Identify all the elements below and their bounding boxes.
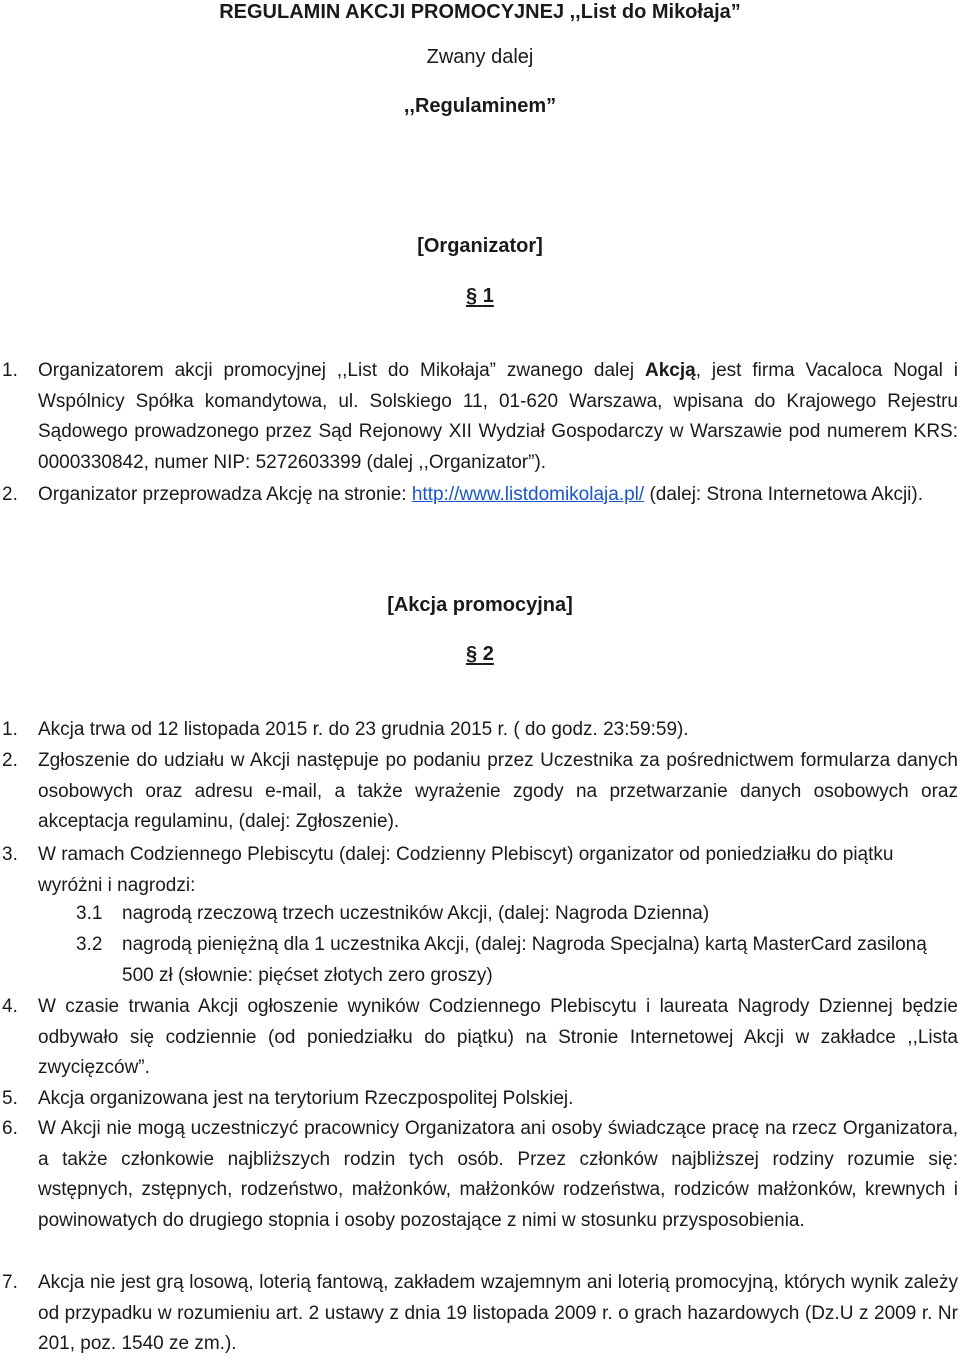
list-item-text: Akcja organizowana jest na terytorium Rzeczpospolitej Polskiej. (38, 1088, 574, 1109)
paragraph-number: 2 (482, 643, 494, 665)
list-item-text: W ramach Codziennego Plebiscytu (dalej: Codzienny Plebiscyt) organizator od poniedziałku do piątku wyróżni i nagrodzi: (38, 844, 894, 896)
sub-list-item-text: nagrodą pieniężną dla 1 uczestnika Akcji, (dalej: Nagroda Specjalna) kartą MasterCard zasiloną 500 zł (słownie: pięćset złotych zero groszy) (122, 934, 927, 986)
list-item-text: Akcja trwa od 12 listopada 2015 r. do 23 grudnia 2015 r. ( do godz. 23:59:59). (38, 719, 689, 740)
list-item-number: 7. (2, 1272, 18, 1293)
paragraph-number: 1 (482, 285, 494, 307)
list-item-text: Organizatorem akcji promocyjnej ,,List do Mikołaja” zwanego dalej Akcją, jest firma Vacaloca Nogal i Wspólnicy Spółka komandytowa, ul. Solskiego 11, 01-620 Warszawa, wpisana do Krajowego Rejestru Sądowego prowadzonego przez Sąd Rejonowy XII Wydział Gospodarczy w Warszawie pod numerem KRS: 0000330842, numer NIP: 5272603399 (dalej ,,Organizator”). (38, 360, 958, 473)
section-number-1 (466, 284, 494, 308)
list-item-number: 1. (2, 360, 18, 381)
list-item-number: 1. (2, 719, 18, 740)
list-item-text: Organizator przeprowadza Akcję na stronie: http://www.listdomikolaja.pl/ (dalej: Strona Internetowa Akcji). (38, 484, 923, 505)
section-number-2 (466, 642, 494, 666)
list-item-number: 3. (2, 844, 18, 865)
list-item-text: W Akcji nie mogą uczestniczyć pracownicy Organizatora ani osoby świadczące pracę na rzecz Organizatora, a także członkowie najbliższych rodzin tych osób. Przez członków najbliższej rodziny rozumie się: wstępnych, zstępnych, rodzeństwo, małżonków, małżonków rodzeństwa, rodziców małżonków, krewnych i powinowatych do drugiego stopnia i osoby pozostające z nimi w stosunku przysposobienia. (38, 1118, 958, 1231)
paragraph-sign: § (466, 643, 478, 665)
list-item-number: 2. (2, 484, 18, 505)
list-item-text: Akcja nie jest grą losową, loterią fantową, zakładem wzajemnym ani loterią promocyjną, których wynik zależy od przypadku w rozumieniu art. 2 ustawy z dnia 19 listopada 2009 r. o grach hazardowych (Dz.U z 2009 r. Nr 201, poz. 1540 ze zm.). (38, 1272, 958, 1355)
list-item-number: 6. (2, 1118, 18, 1139)
list-item-number: 2. (2, 750, 18, 771)
section-heading-organizator: [Organizator] (417, 235, 543, 257)
sub-list-item-number: 3.2 (76, 934, 103, 955)
document-title: REGULAMIN AKCJI PROMOCYJNEJ ,,List do Mikołaja” (219, 1, 741, 23)
list-item-number: 4. (2, 996, 18, 1017)
sub-list-item-number: 3.1 (76, 903, 103, 924)
list-item-number: 5. (2, 1088, 18, 1109)
document-short-name: ,,Regulaminem” (403, 95, 557, 117)
bold-term: Akcją (644, 360, 696, 381)
list-item-text: W czasie trwania Akcji ogłoszenie wyników Codziennego Plebiscytu i laureata Nagrody Dziennej będzie odbywało się codziennie (od poniedziałku do piątku) na Stronie Internetowej Akcji w zakładce ,,Lista zwycięzców”. (38, 996, 958, 1079)
website-link[interactable]: http://www.listdomikolaja.pl/ (411, 484, 645, 505)
paragraph-sign: § (466, 285, 478, 307)
list-item-text: Zgłoszenie do udziału w Akcji następuje po podaniu przez Uczestnika za pośrednictwem formularza danych osobowych oraz adresu e-mail, a także wyrażenie zgody na przetwarzanie danych osobowych oraz akceptacja regulaminu, (dalej: Zgłoszenie). (38, 750, 958, 833)
document-subtitle: Zwany dalej (426, 46, 534, 68)
sub-list-item-text: nagrodą rzeczową trzech uczestników Akcji, (dalej: Nagroda Dzienna) (122, 903, 710, 924)
section-heading-akcja-promocyjna: [Akcja promocyjna] (387, 594, 573, 616)
